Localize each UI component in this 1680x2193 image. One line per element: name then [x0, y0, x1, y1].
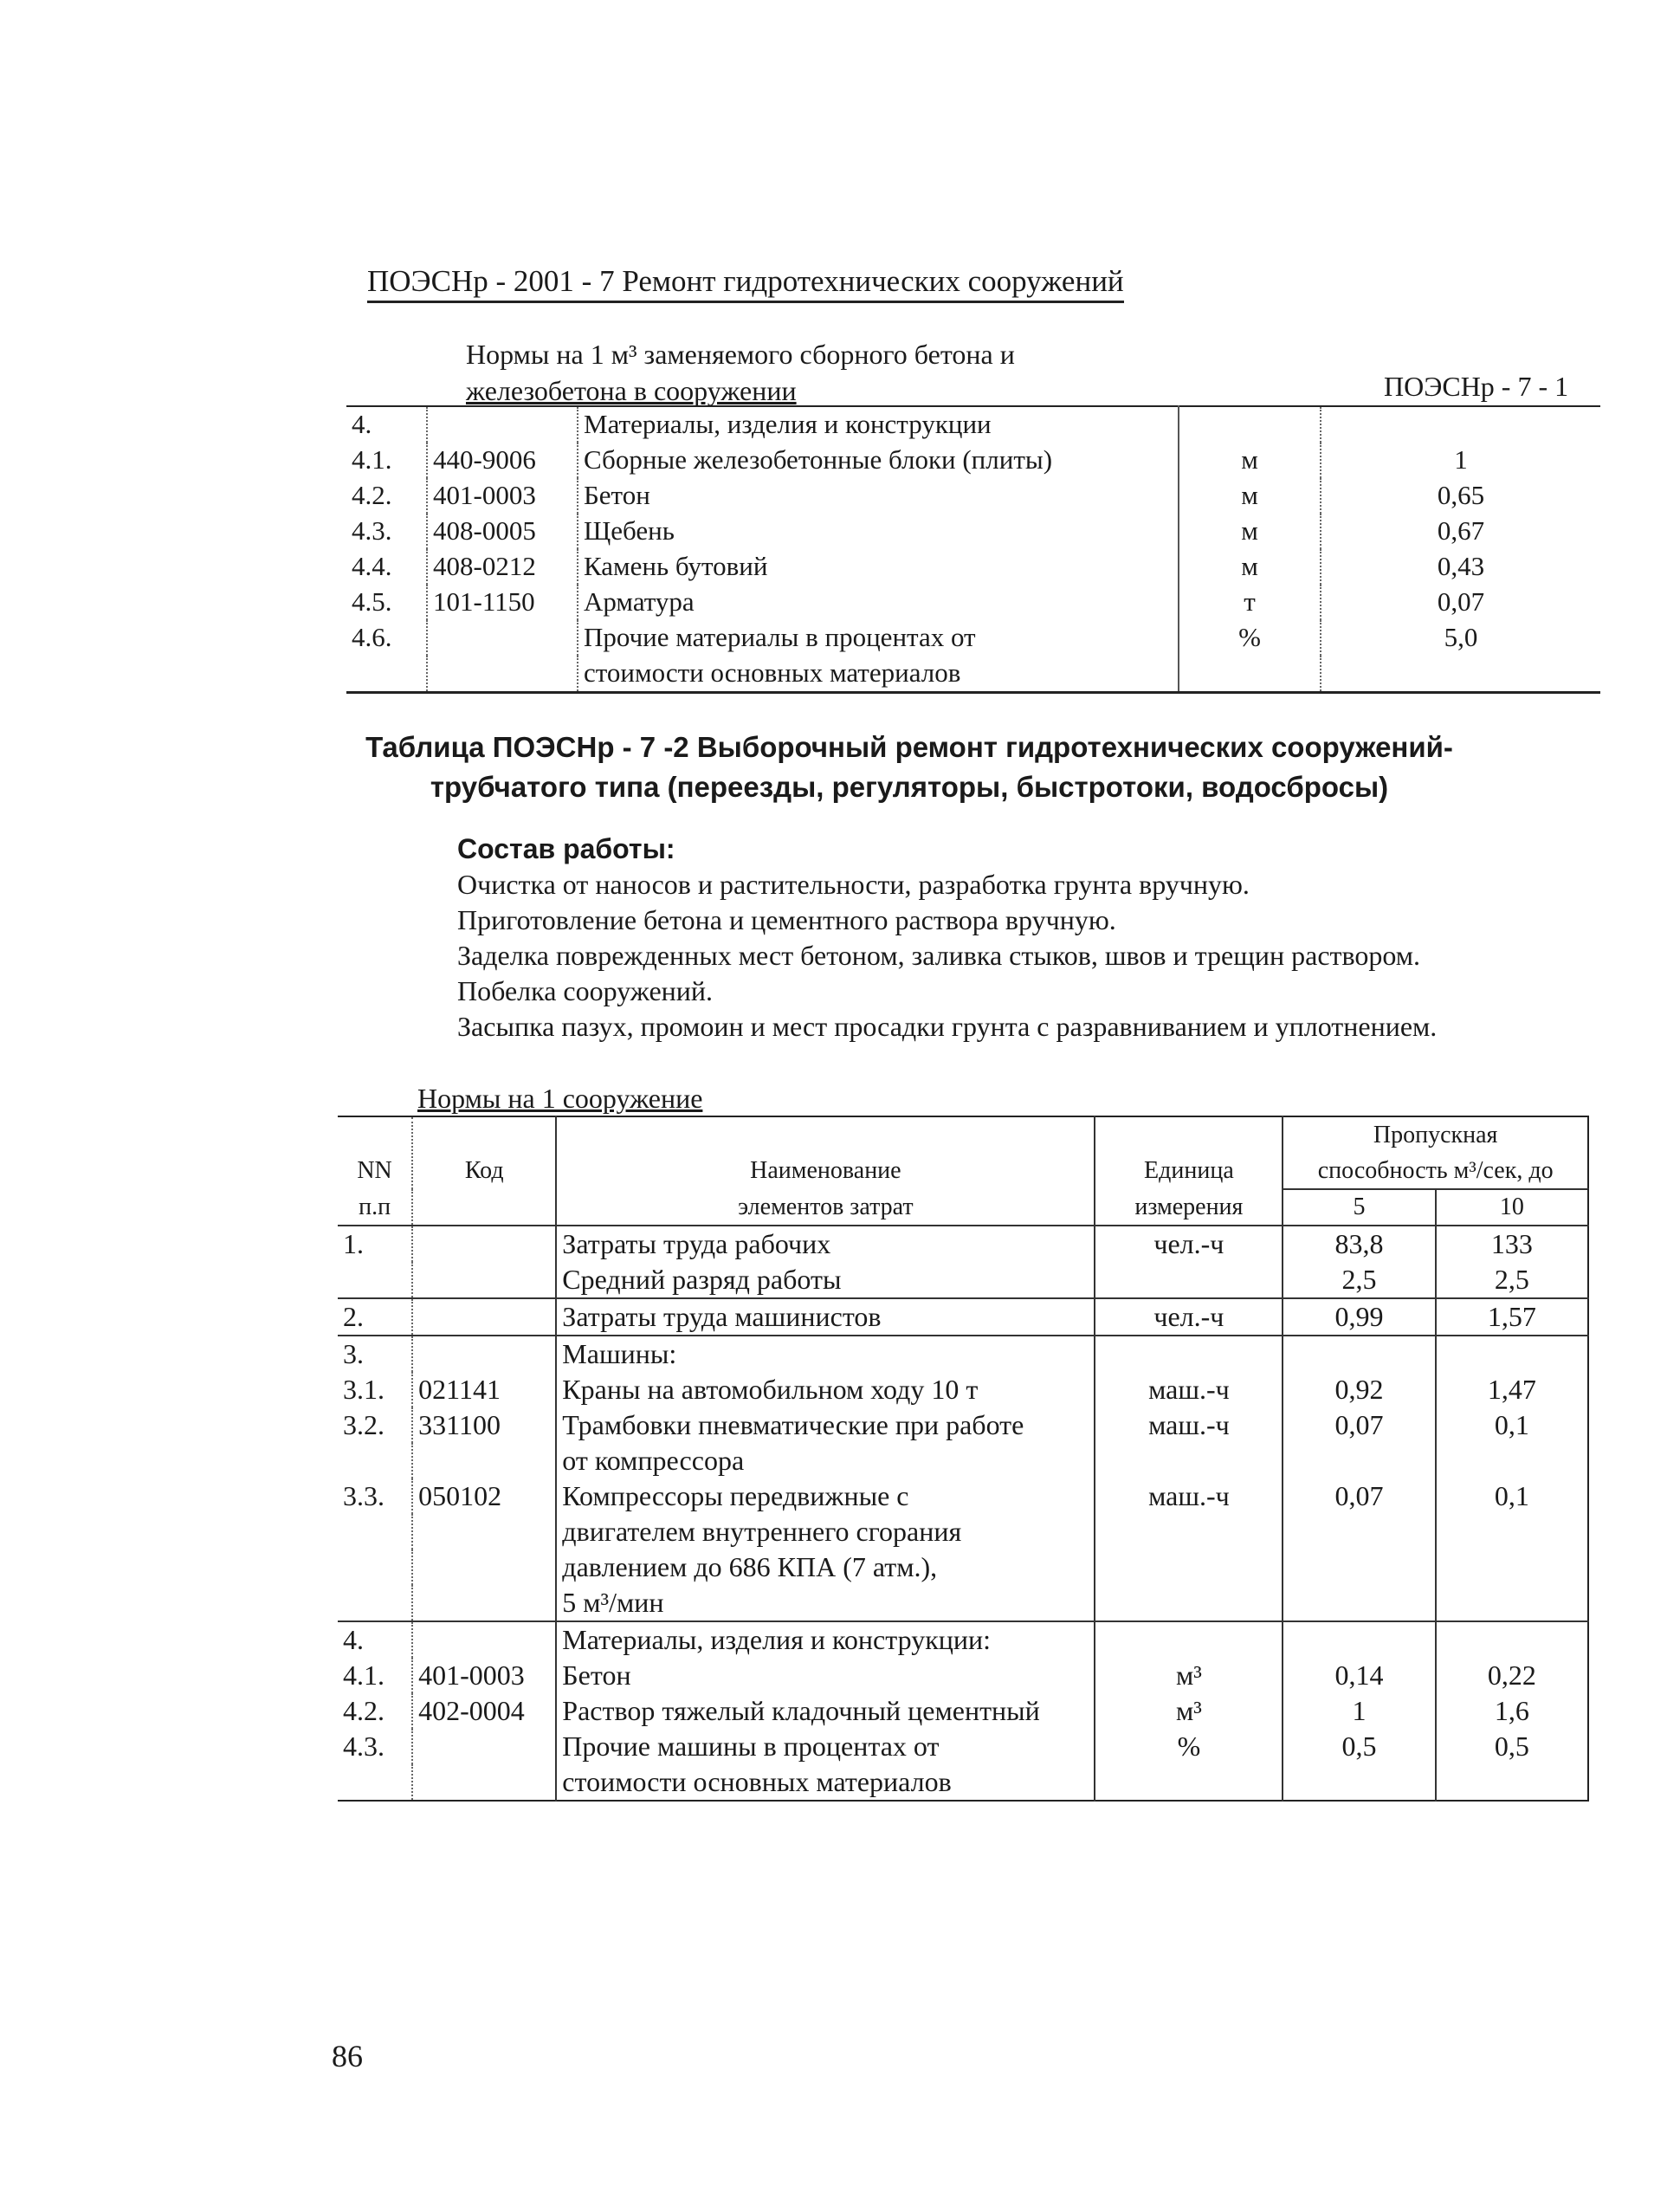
row-code: 101-1150 — [427, 585, 578, 620]
row-value-10 — [1436, 1514, 1588, 1549]
row-unit: м — [1179, 549, 1321, 585]
row-value: 0,65 — [1321, 478, 1600, 514]
table1-row — [346, 549, 1600, 585]
row-code: 401-0003 — [412, 1658, 556, 1693]
row-code — [412, 1336, 556, 1372]
row-value: 0,43 — [1321, 549, 1600, 585]
table2-row — [338, 1262, 1588, 1297]
row-unit — [1095, 1549, 1283, 1585]
row-unit: маш.-ч — [1095, 1407, 1283, 1443]
row-unit — [1095, 1764, 1283, 1801]
row-unit — [1095, 1621, 1283, 1658]
header-col10: 10 — [1436, 1189, 1588, 1226]
table1 — [346, 405, 1600, 694]
row-name: Прочие машины в процентах от — [556, 1729, 1095, 1764]
row-unit — [1179, 656, 1321, 693]
row-number: 2. — [338, 1298, 412, 1335]
row-value-10: 0,5 — [1436, 1729, 1588, 1764]
work-line: Заделка поврежденных мест бетоном, заливка стыков, швов и трещин раствором. — [457, 940, 1421, 971]
row-name: Материалы, изделия и конструкции — [578, 406, 1179, 443]
row-value-10 — [1436, 1336, 1588, 1372]
row-name: стоимости основных материалов — [556, 1764, 1095, 1801]
row-unit: м — [1179, 443, 1321, 478]
row-code: 401-0003 — [427, 478, 578, 514]
row-number: 4.3. — [352, 515, 392, 546]
row-value: 0,67 — [1321, 514, 1600, 549]
row-code — [412, 1549, 556, 1585]
row-value-5: 0,5 — [1283, 1729, 1435, 1764]
row-unit — [1179, 406, 1321, 443]
row-number: 4.1. — [343, 1659, 384, 1691]
row-code: 440-9006 — [427, 443, 578, 478]
row-unit: м — [1179, 478, 1321, 514]
row-code: 331100 — [412, 1407, 556, 1443]
table2-title-line2: трубчатого типа (переезды, регуляторы, быстротоки, водосбросы) — [430, 771, 1389, 803]
work-line: Засыпка пазух, промоин и мест просадки грунта с разравниванием и уплотнением. — [457, 1011, 1438, 1042]
row-value-5: 0,99 — [1283, 1298, 1435, 1335]
header-code-line2 — [412, 1189, 556, 1226]
row-number: 3. — [338, 1336, 412, 1372]
row-number — [338, 1514, 412, 1549]
row-value-10 — [1436, 1549, 1588, 1585]
row-value-5 — [1283, 1621, 1435, 1658]
header-name-line2: элементов затрат — [556, 1189, 1095, 1226]
row-value-10: 1,6 — [1436, 1693, 1588, 1729]
row-code — [412, 1226, 556, 1262]
row-number: 4. — [352, 409, 372, 439]
row-name: 5 м³/мин — [556, 1585, 1095, 1621]
row-value — [1321, 656, 1600, 693]
row-unit: маш.-ч — [1095, 1478, 1283, 1514]
table2-row — [338, 1336, 1588, 1372]
row-name: Машины: — [556, 1336, 1095, 1372]
row-unit: % — [1095, 1729, 1283, 1764]
row-value-10: 0,1 — [1436, 1407, 1588, 1443]
row-code — [427, 406, 578, 443]
row-value-5 — [1283, 1585, 1435, 1621]
row-value-10 — [1436, 1764, 1588, 1801]
row-number: 4.5. — [352, 586, 392, 617]
row-name: Арматура — [578, 585, 1179, 620]
header-name: Наименование — [556, 1116, 1095, 1189]
table1-norms — [466, 336, 1015, 409]
row-code: 402-0004 — [412, 1693, 556, 1729]
row-name: Раствор тяжелый кладочный цементный — [556, 1693, 1095, 1729]
table2-row — [338, 1764, 1588, 1801]
row-unit: т — [1179, 585, 1321, 620]
row-value-10: 2,5 — [1436, 1262, 1588, 1297]
row-value-5 — [1283, 1443, 1435, 1478]
page-number: 86 — [332, 2039, 363, 2073]
row-name: Затраты труда рабочих — [556, 1226, 1095, 1262]
row-code — [427, 620, 578, 656]
row-name: Средний разряд работы — [556, 1262, 1095, 1297]
work-line: Очистка от наносов и растительности, разработка грунта вручную. — [457, 869, 1250, 900]
row-value-10: 0,1 — [1436, 1478, 1588, 1514]
row-number: 4. — [338, 1621, 412, 1658]
row-number — [338, 1262, 412, 1297]
row-code — [412, 1298, 556, 1335]
row-code: 408-0005 — [427, 514, 578, 549]
row-value-10 — [1436, 1443, 1588, 1478]
table1-row — [346, 406, 1600, 443]
row-unit — [1095, 1336, 1283, 1372]
work-title: Состав работы: — [457, 833, 675, 864]
row-value-5 — [1283, 1549, 1435, 1585]
table1-norms-line2: железобетона в сооружении — [466, 375, 797, 406]
row-unit — [1095, 1514, 1283, 1549]
header-unit: Единица — [1095, 1116, 1283, 1189]
row-number — [346, 656, 427, 693]
row-unit: чел.-ч — [1095, 1298, 1283, 1335]
table2-row — [338, 1372, 1588, 1407]
row-number — [338, 1585, 412, 1621]
table1-row — [346, 443, 1600, 478]
row-code — [412, 1585, 556, 1621]
table2-row — [338, 1585, 1588, 1621]
row-unit — [1095, 1443, 1283, 1478]
row-value-5: 83,8 — [1283, 1226, 1435, 1262]
table2-row — [338, 1729, 1588, 1764]
row-number: 3.3. — [343, 1480, 384, 1511]
row-number: 4.1. — [352, 444, 392, 475]
row-code: 021141 — [412, 1372, 556, 1407]
table1-row — [346, 620, 1600, 656]
row-code — [412, 1514, 556, 1549]
row-value-5: 0,92 — [1283, 1372, 1435, 1407]
table2-row — [338, 1658, 1588, 1693]
row-unit: маш.-ч — [1095, 1372, 1283, 1407]
row-value-10: 1,47 — [1436, 1372, 1588, 1407]
header-code: Код — [412, 1116, 556, 1189]
table2-row — [338, 1514, 1588, 1549]
row-value-5: 0,14 — [1283, 1658, 1435, 1693]
table2-row — [338, 1549, 1588, 1585]
row-code: 050102 — [412, 1478, 556, 1514]
header-num: NN — [357, 1157, 392, 1184]
row-code — [427, 656, 578, 693]
row-value-10: 0,22 — [1436, 1658, 1588, 1693]
row-unit — [1095, 1585, 1283, 1621]
row-code: 408-0212 — [427, 549, 578, 585]
row-number: 4.6. — [352, 622, 392, 652]
row-number: 3.2. — [343, 1409, 384, 1440]
row-name: Щебень — [578, 514, 1179, 549]
table2-row — [338, 1478, 1588, 1514]
row-value: 0,07 — [1321, 585, 1600, 620]
table2-row — [338, 1226, 1588, 1262]
row-unit — [1095, 1262, 1283, 1297]
table1-norms-line1: Нормы на 1 м³ заменяемого сборного бетона и — [466, 339, 1015, 370]
row-value-5: 2,5 — [1283, 1262, 1435, 1297]
row-value-5: 0,07 — [1283, 1478, 1435, 1514]
row-name: давлением до 686 КПА (7 атм.), — [556, 1549, 1095, 1585]
table1-code: ПОЭСНр - 7 - 1 — [1384, 371, 1569, 402]
table2-row — [338, 1407, 1588, 1443]
row-unit: м — [1179, 514, 1321, 549]
row-name: Краны на автомобильном ходу 10 т — [556, 1372, 1095, 1407]
row-name: Сборные железобетонные блоки (плиты) — [578, 443, 1179, 478]
row-code — [412, 1621, 556, 1658]
row-number — [338, 1443, 412, 1478]
row-value-5 — [1283, 1764, 1435, 1801]
row-number — [338, 1764, 412, 1801]
row-number: 1. — [338, 1226, 412, 1262]
row-number: 4.4. — [352, 551, 392, 581]
work-line: Побелка сооружений. — [457, 975, 714, 1006]
table2-title — [286, 728, 1533, 807]
table1-row — [346, 478, 1600, 514]
table2-title-line1: Таблица ПОЭСНр - 7 -2 Выборочный ремонт гидротехнических сооружений- — [365, 731, 1453, 763]
header-num-line2: п.п — [338, 1189, 412, 1226]
row-unit: чел.-ч — [1095, 1226, 1283, 1262]
row-number: 4.2. — [352, 480, 392, 510]
row-name: Бетон — [556, 1658, 1095, 1693]
row-value-10: 133 — [1436, 1226, 1588, 1262]
table1-row — [346, 514, 1600, 549]
row-code — [412, 1729, 556, 1764]
row-name: Трамбовки пневматические при работе — [556, 1407, 1095, 1443]
row-code — [412, 1764, 556, 1801]
row-number — [338, 1549, 412, 1585]
row-name: двигателем внутреннего сгорания — [556, 1514, 1095, 1549]
row-value-5 — [1283, 1514, 1435, 1549]
row-unit: м³ — [1095, 1658, 1283, 1693]
table2-norms: Нормы на 1 сооружение — [417, 1083, 703, 1114]
work-line: Приготовление бетона и цементного раствора вручную. — [457, 904, 1116, 935]
row-unit: % — [1179, 620, 1321, 656]
table2-row — [338, 1621, 1588, 1658]
table2-row — [338, 1693, 1588, 1729]
row-value: 1 — [1321, 443, 1600, 478]
row-name: Компрессоры передвижные с — [556, 1478, 1095, 1514]
row-unit: м³ — [1095, 1693, 1283, 1729]
row-code — [412, 1443, 556, 1478]
row-value-10 — [1436, 1621, 1588, 1658]
row-code — [412, 1262, 556, 1297]
row-name: Затраты труда машинистов — [556, 1298, 1095, 1335]
table1-row — [346, 585, 1600, 620]
header-unit-line2: измерения — [1095, 1189, 1283, 1226]
header-col5: 5 — [1283, 1189, 1435, 1226]
row-name: Камень бутовий — [578, 549, 1179, 585]
row-value-5: 0,07 — [1283, 1407, 1435, 1443]
row-value — [1321, 406, 1600, 443]
table2-row — [338, 1298, 1588, 1335]
table2-row — [338, 1443, 1588, 1478]
row-name: Бетон — [578, 478, 1179, 514]
row-name: от компрессора — [556, 1443, 1095, 1478]
header-capacity: Пропускная способность м³/сек, до — [1283, 1116, 1588, 1189]
row-value: 5,0 — [1321, 620, 1600, 656]
row-name: стоимости основных материалов — [578, 656, 1179, 693]
work-composition — [457, 831, 1437, 1045]
row-number: 3.1. — [343, 1374, 384, 1405]
row-value-10 — [1436, 1585, 1588, 1621]
row-value-5: 1 — [1283, 1693, 1435, 1729]
table2 — [338, 1116, 1589, 1802]
row-name: Материалы, изделия и конструкции: — [556, 1621, 1095, 1658]
row-value-10: 1,57 — [1436, 1298, 1588, 1335]
page-header: ПОЭСНр - 2001 - 7 Ремонт гидротехнических сооружений — [367, 264, 1124, 303]
row-number: 4.3. — [343, 1730, 384, 1762]
table1-row — [346, 656, 1600, 693]
row-value-5 — [1283, 1336, 1435, 1372]
row-number: 4.2. — [343, 1695, 384, 1726]
row-name: Прочие материалы в процентах от — [578, 620, 1179, 656]
